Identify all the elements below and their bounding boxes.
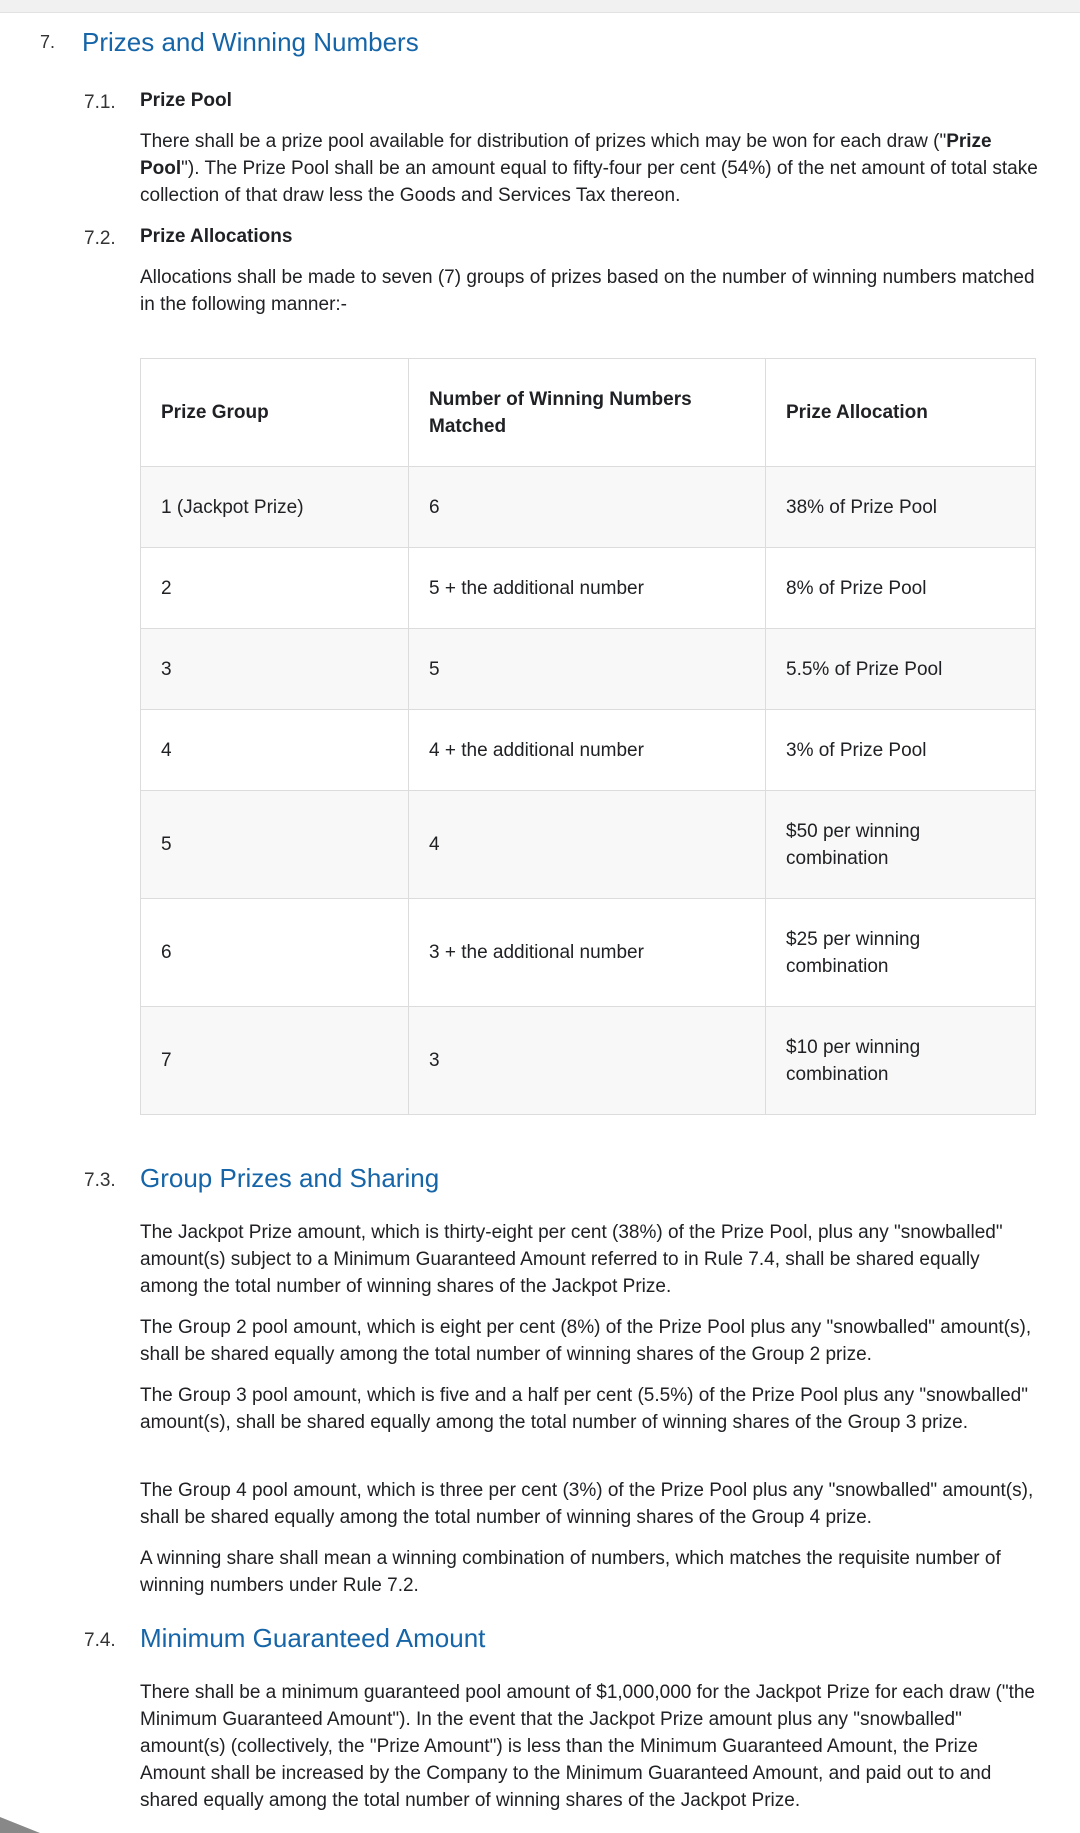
table-row xyxy=(141,1007,1036,1115)
cell-numbers-matched: 4 xyxy=(409,791,766,899)
subsection-number-7-3: 7.3. xyxy=(84,1170,116,1191)
top-bar xyxy=(0,0,1080,13)
cell-prize-allocation: 8% of Prize Pool xyxy=(766,548,1036,629)
group-prizes-paragraph-3: The Group 3 pool amount, which is five and a half per cent (5.5%) of the Prize Pool plus any "snowballed" amount(s), shall be shared equally among the total number of winning shares of the Group 3 prize. xyxy=(140,1385,1028,1433)
table-header-row xyxy=(141,359,1036,467)
subsection-number-7-4: 7.4. xyxy=(84,1630,116,1651)
cell-prize-group: 2 xyxy=(141,548,409,629)
cell-numbers-matched: 3 xyxy=(409,1007,766,1115)
prize-allocations-paragraph: Allocations shall be made to seven (7) groups of prizes based on the number of winning numbers matched in the following manner:- xyxy=(140,267,1035,315)
table-row xyxy=(141,629,1036,710)
cell-prize-group: 4 xyxy=(141,710,409,791)
cell-numbers-matched: 5 xyxy=(409,629,766,710)
cell-prize-group: 3 xyxy=(141,629,409,710)
cell-numbers-matched: 6 xyxy=(409,467,766,548)
subsection-title-group-prizes: Group Prizes and Sharing xyxy=(140,1163,440,1193)
table-row xyxy=(141,791,1036,899)
section-number: 7. xyxy=(40,32,56,52)
cell-numbers-matched: 3 + the additional number xyxy=(409,899,766,1007)
subsection-title-prize-allocations: Prize Allocations xyxy=(140,226,293,247)
cell-numbers-matched: 4 + the additional number xyxy=(409,710,766,791)
table-row xyxy=(141,899,1036,1007)
page-corner-shadow xyxy=(0,1817,40,1833)
cell-prize-allocation: $50 per winning combination xyxy=(766,791,1036,899)
cell-prize-allocation: $10 per winning combination xyxy=(766,1007,1036,1115)
subsection-number-7-1: 7.1. xyxy=(84,92,116,113)
prize-pool-text-a: There shall be a prize pool available for distribution of prizes which may be won for each draw (" xyxy=(140,131,947,152)
cell-numbers-matched: 5 + the additional number xyxy=(409,548,766,629)
cell-prize-allocation: $25 per winning combination xyxy=(766,899,1036,1007)
group-prizes-paragraph-1: The Jackpot Prize amount, which is thirty-eight per cent (38%) of the Prize Pool, plus any "snowballed" amount(s) subject to a Minimum Guaranteed Amount referred to in Rule 7.4, shall be shared equally among the total number of winning shares of the Jackpot Prize. xyxy=(140,1222,1003,1297)
group-prizes-paragraph-2: The Group 2 pool amount, which is eight per cent (8%) of the Prize Pool plus any "snowballed" amount(s), shall be shared equally among the total number of winning shares of the Group 2 prize. xyxy=(140,1317,1032,1365)
minimum-guaranteed-paragraph: There shall be a minimum guaranteed pool amount of $1,000,000 for the Jackpot Prize for each draw ("the Minimum Guaranteed Amount"). In the event that the Jackpot Prize amount plus any "snowballed" amount(s) (collectively, the "Prize Amount") is less than the Minimum Guaranteed Amount, the Prize Amount shall be increased by the Company to the Minimum Guaranteed Amount, and paid out to and shared equally among the total number of winning shares of the Jackpot Prize. xyxy=(140,1682,1035,1811)
prize-pool-text-b: "). The Prize Pool shall be an amount equal to fifty-four per cent (54%) of the net amount of total stake collection of that draw less the Goods and Services Tax thereon. xyxy=(140,158,1038,206)
table-row xyxy=(141,710,1036,791)
subsection-title-prize-pool: Prize Pool xyxy=(140,90,232,111)
cell-prize-allocation: 3% of Prize Pool xyxy=(766,710,1036,791)
column-header-prize-group: Prize Group xyxy=(141,359,409,467)
cell-prize-group: 6 xyxy=(141,899,409,1007)
table-row xyxy=(141,467,1036,548)
prize-pool-term: Prize Pool xyxy=(140,131,992,179)
group-prizes-paragraph-5: A winning share shall mean a winning combination of numbers, which matches the requisite number of winning numbers under Rule 7.2. xyxy=(140,1548,1001,1596)
column-header-winning-numbers: Number of Winning Numbers Matched xyxy=(409,359,766,467)
section-title: Prizes and Winning Numbers xyxy=(82,27,419,57)
column-header-prize-allocation: Prize Allocation xyxy=(766,359,1036,467)
subsection-number-7-2: 7.2. xyxy=(84,228,116,249)
prize-allocation-table xyxy=(140,358,1036,1115)
cell-prize-group: 1 (Jackpot Prize) xyxy=(141,467,409,548)
cell-prize-allocation: 5.5% of Prize Pool xyxy=(766,629,1036,710)
cell-prize-group: 5 xyxy=(141,791,409,899)
table-row xyxy=(141,548,1036,629)
prize-pool-paragraph xyxy=(140,128,1040,209)
group-prizes-paragraph-4: The Group 4 pool amount, which is three per cent (3%) of the Prize Pool plus any "snowballed" amount(s), shall be shared equally among the total number of winning shares of the Group 4 prize. xyxy=(140,1480,1034,1528)
cell-prize-allocation: 38% of Prize Pool xyxy=(766,467,1036,548)
subsection-title-minimum-guaranteed: Minimum Guaranteed Amount xyxy=(140,1623,486,1653)
cell-prize-group: 7 xyxy=(141,1007,409,1115)
